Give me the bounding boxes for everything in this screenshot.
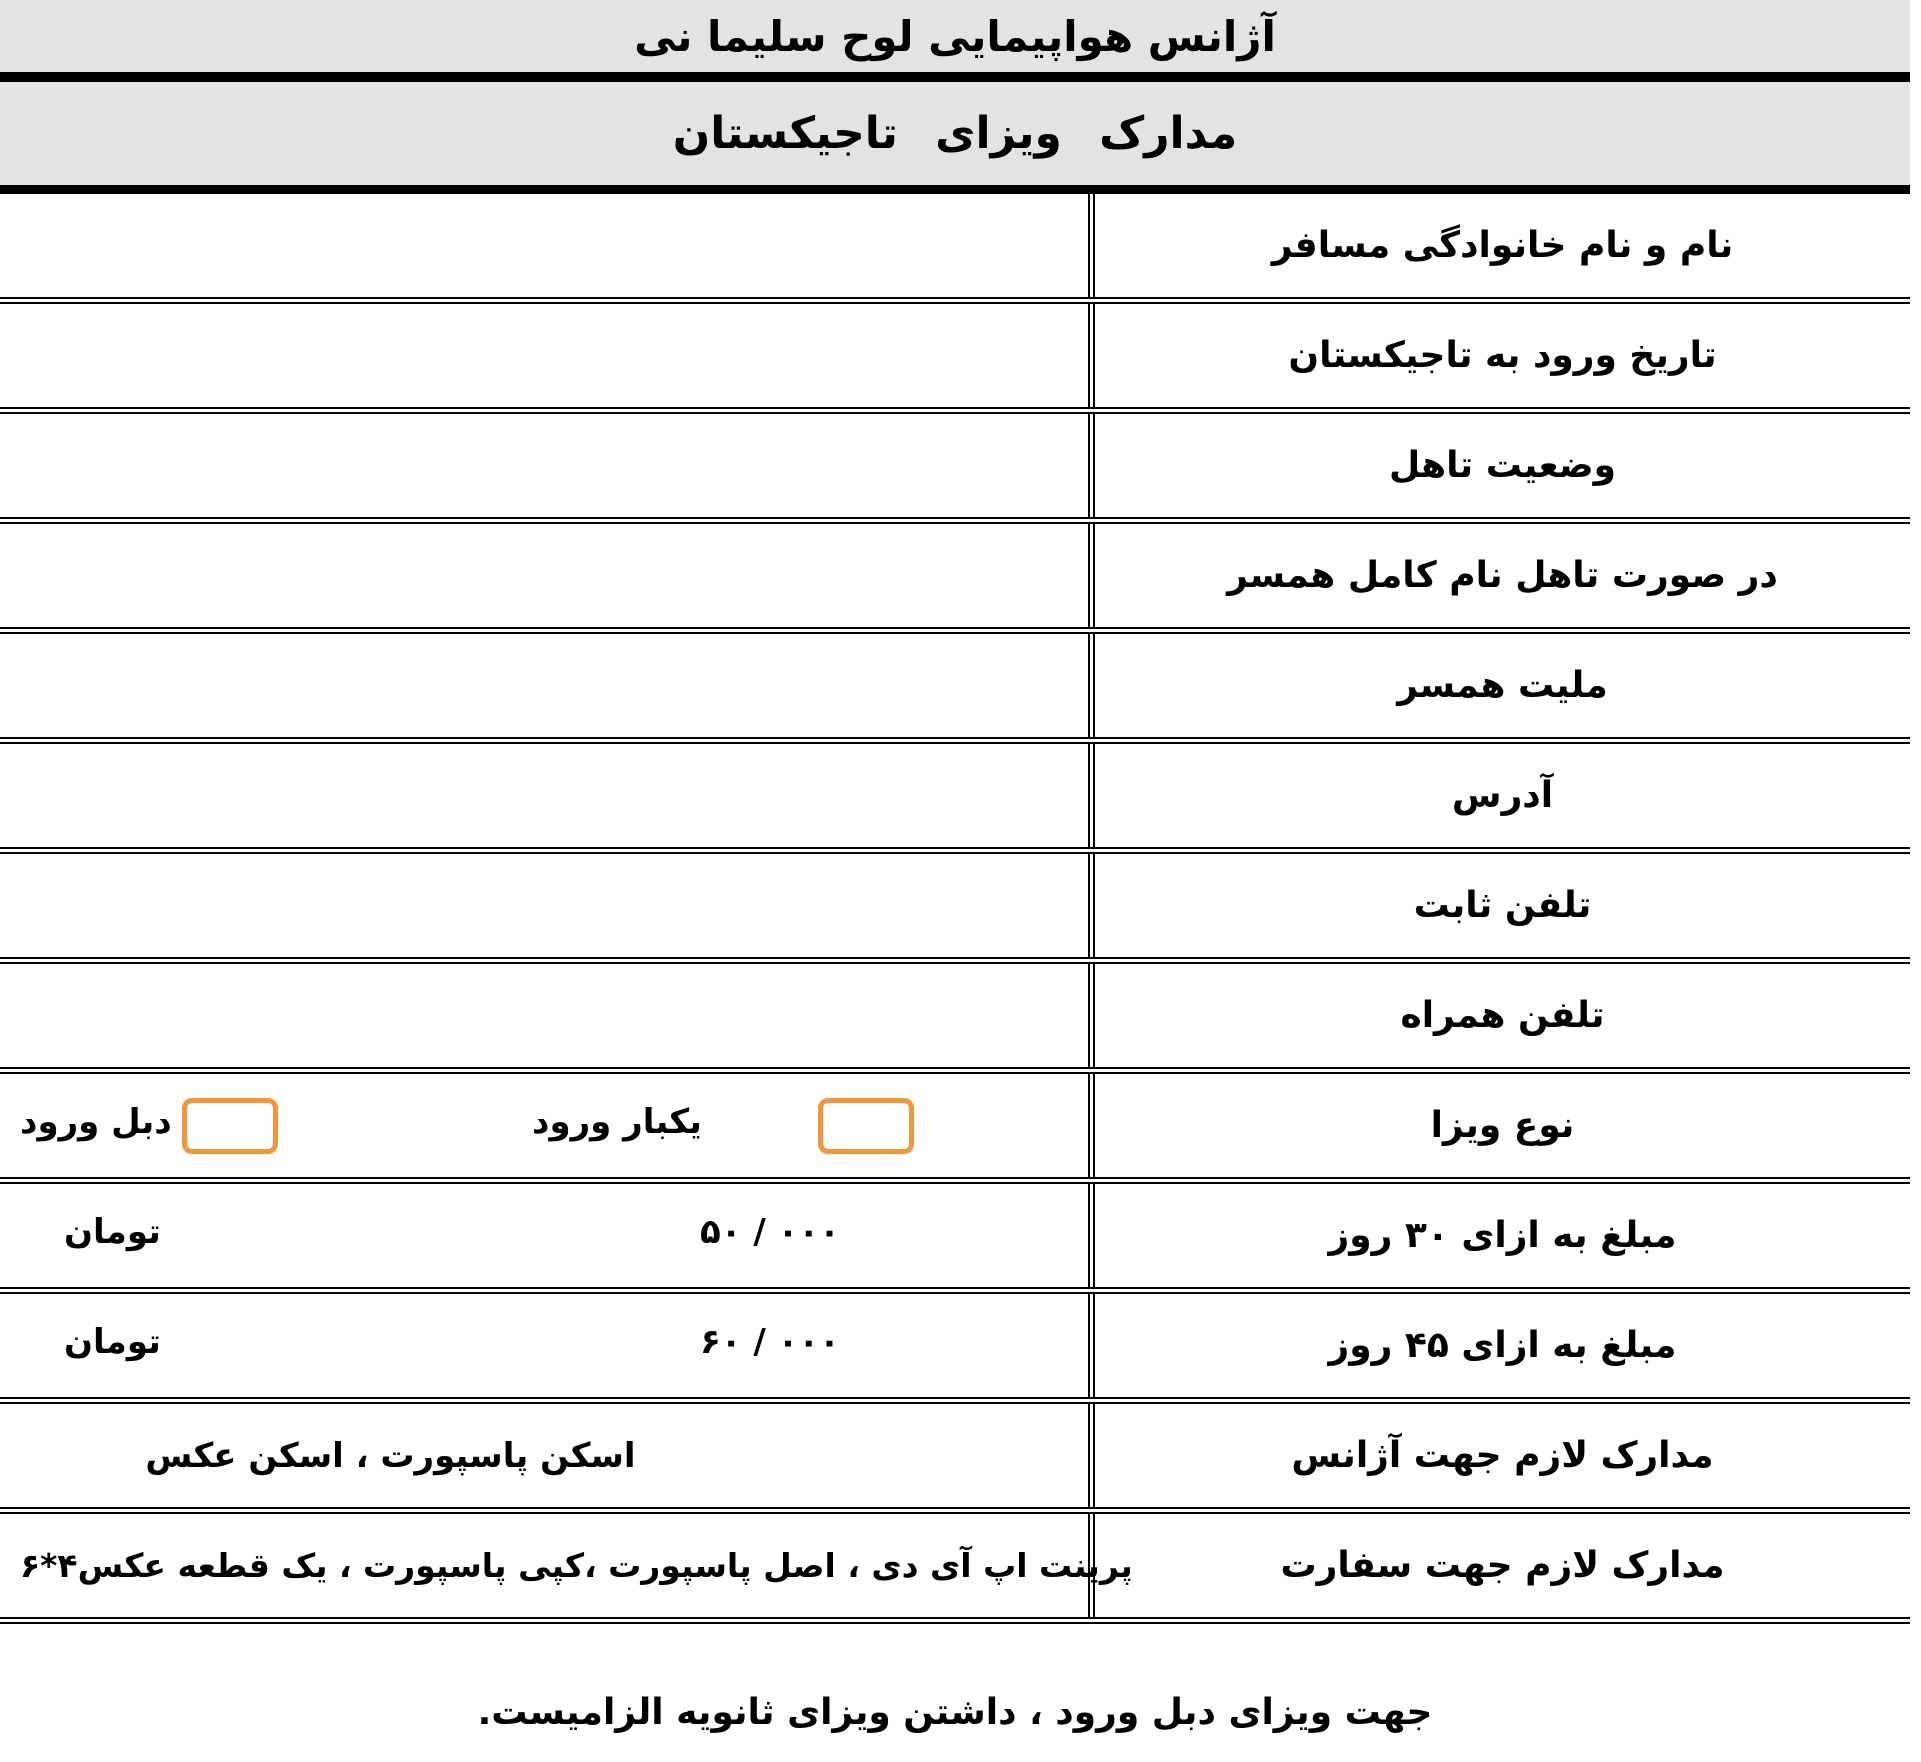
form-row-visa-type	[0, 1074, 1910, 1184]
label-price-45: مبلغ به ازای ۴۵ روز	[1088, 1294, 1910, 1397]
single-entry-label: یکبار ورود	[532, 1102, 702, 1142]
price-30-amount: ۵۰ / ۰۰۰	[700, 1212, 840, 1252]
agency-docs-value: اسکن پاسپورت ، اسکن عکس	[145, 1435, 636, 1476]
agency-docs-cell	[0, 1404, 1081, 1507]
form-row-full-name	[0, 194, 1910, 304]
price-45-cell	[0, 1294, 1081, 1397]
label-address: آدرس	[1088, 744, 1910, 847]
label-spouse-nationality: ملیت همسر	[1088, 634, 1910, 737]
form-row-entry-date	[0, 304, 1910, 414]
price-45-amount: ۶۰ / ۰۰۰	[700, 1322, 840, 1362]
form-row-address	[0, 744, 1910, 854]
label-marital-status: وضعیت تاهل	[1088, 414, 1910, 517]
field-address[interactable]	[0, 744, 1081, 847]
label-entry-date: تاریخ ورود به تاجیکستان	[1088, 304, 1910, 407]
label-agency-docs: مدارک لازم جهت آژانس	[1088, 1404, 1910, 1507]
price-45-currency: تومان	[64, 1322, 161, 1362]
form-row-landline	[0, 854, 1910, 964]
header-divider	[0, 72, 1910, 82]
footnote: جهت ویزای دبل ورود ، داشتن ویزای ثانویه الزامیست.	[477, 1692, 1433, 1733]
document-title-band	[0, 82, 1910, 185]
field-marital-status[interactable]	[0, 414, 1081, 517]
document-title: مدارک ویزای تاجیکستان	[672, 108, 1238, 159]
double-entry-checkbox[interactable]	[182, 1098, 278, 1154]
form-row-embassy-docs	[0, 1514, 1910, 1624]
embassy-docs-cell	[0, 1514, 1133, 1617]
title-divider	[0, 185, 1910, 194]
label-visa-type: نوع ویزا	[1088, 1074, 1910, 1177]
visa-type-options	[0, 1074, 1081, 1177]
visa-form-table	[0, 194, 1910, 1624]
single-entry-checkbox[interactable]	[818, 1098, 914, 1154]
label-price-30: مبلغ به ازای ۳۰ روز	[1088, 1184, 1910, 1287]
agency-header	[0, 0, 1910, 72]
field-mobile[interactable]	[0, 964, 1081, 1067]
label-full-name: نام و نام خانوادگی مسافر	[1088, 194, 1910, 297]
agency-name: آژانس هواپیمایی لوح سلیما نی	[634, 11, 1276, 61]
form-row-agency-docs	[0, 1404, 1910, 1514]
field-landline[interactable]	[0, 854, 1081, 957]
label-spouse-name: در صورت تاهل نام کامل همسر	[1088, 524, 1910, 627]
form-row-price-30	[0, 1184, 1910, 1294]
form-row-marital-status	[0, 414, 1910, 524]
price-30-currency: تومان	[64, 1212, 161, 1252]
field-spouse-nationality[interactable]	[0, 634, 1081, 737]
field-full-name[interactable]	[0, 194, 1081, 297]
label-embassy-docs: مدارک لازم جهت سفارت	[1088, 1514, 1910, 1617]
price-30-cell	[0, 1184, 1081, 1287]
field-entry-date[interactable]	[0, 304, 1081, 407]
field-spouse-name[interactable]	[0, 524, 1081, 627]
label-landline: تلفن ثابت	[1088, 854, 1910, 957]
label-mobile: تلفن همراه	[1088, 964, 1910, 1067]
form-row-spouse-name	[0, 524, 1910, 634]
form-row-spouse-nationality	[0, 634, 1910, 744]
form-row-mobile	[0, 964, 1910, 1074]
embassy-docs-value: پرینت اپ آی دی ، اصل پاسپورت ،کپی پاسپورت ، یک قطعه عکس۴*۶	[20, 1546, 1133, 1585]
double-entry-label: دبل ورود	[20, 1102, 172, 1142]
form-row-price-45	[0, 1294, 1910, 1404]
